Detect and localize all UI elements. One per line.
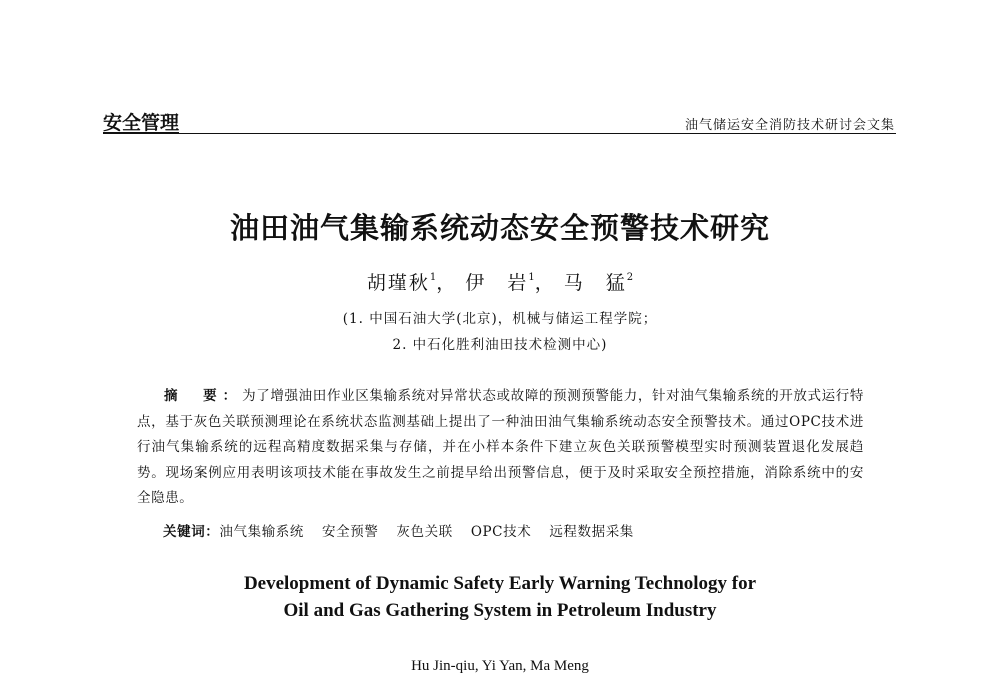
author-affiliation-mark: 2: [626, 272, 634, 283]
keyword: 安全预警: [322, 524, 379, 540]
header-rule: [103, 133, 896, 134]
author-separator: ，: [436, 272, 458, 294]
paper-title-en-line-2: Oil and Gas Gathering System in Petroleum Industry: [283, 600, 717, 621]
keyword: 油气集输系统: [219, 524, 305, 540]
keywords: [163, 520, 652, 540]
author-name: 胡瑾秋: [366, 272, 430, 294]
authors-en: Hu Jin-qiu, Yi Yan, Ma Meng: [411, 658, 589, 674]
author-separator: ，: [534, 272, 556, 294]
keyword: 远程数据采集: [549, 524, 634, 540]
keyword: OPC技术: [470, 524, 532, 540]
author-name: 马 猛: [563, 272, 627, 294]
section-label: 安全管理: [103, 112, 180, 134]
authors-cn: [0, 268, 1000, 295]
keyword: 灰色关联: [396, 524, 453, 540]
journal-name: 油气储运安全消防技术研讨会文集: [684, 118, 895, 133]
keywords-label: 关键词：: [163, 524, 220, 540]
author-affiliation-mark: 1: [429, 272, 437, 283]
affiliation-1: (1. 中国石油大学(北京)，机械与储运工程学院；: [342, 311, 658, 327]
affiliation-2: 2. 中石化胜利油田技术检测中心): [392, 337, 608, 353]
paper-title-cn: 油田油气集输系统动态安全预警技术研究: [229, 211, 770, 245]
paper-title-en-line-1: Development of Dynamic Safety Early Warning Technology for: [243, 573, 757, 594]
abstract: [137, 384, 864, 512]
abstract-text: 为了增强油田作业区集输系统对异常状态或故障的预测预警能力，针对油气集输系统的开放式运行特点，基于灰色关联预测理论在系统状态监测基础上提出了一种油田油气集输系统动态安全预警技术。通过OPC技术进行油气集输系统的远程高精度数据采集与存储，并在小样本条件下建立灰色关联预警模型实时预测装置退化发展趋势。现场案例应用表明该项技术能在事故发生之前提早给出预警信息，便于及时采取安全预控措施，消除系统中的安全隐患。: [137, 388, 864, 506]
abstract-label: 摘 要：: [164, 388, 243, 404]
author-name: 伊 岩: [465, 272, 529, 294]
author-affiliation-mark: 1: [528, 272, 535, 283]
